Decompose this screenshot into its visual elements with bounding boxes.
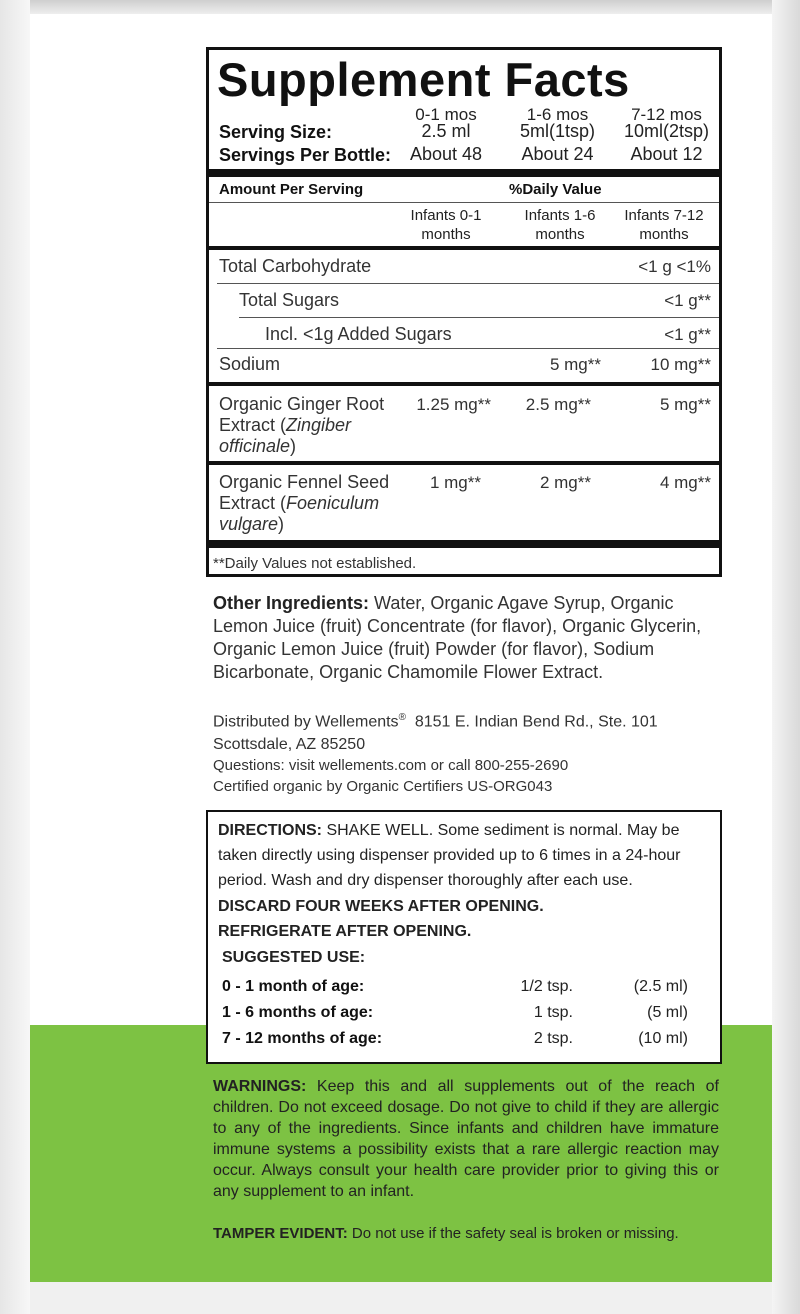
daily-values-footnote: **Daily Values not established. xyxy=(213,555,417,572)
warnings-label: WARNINGS: xyxy=(213,1078,307,1095)
age-group-0-1: 0-1 mos xyxy=(415,105,477,124)
divider-medium xyxy=(209,246,719,250)
fennel-value-7-12: 4 mg** xyxy=(659,473,711,492)
row-sodium: Sodium xyxy=(219,354,281,374)
facts-title: Supplement Facts xyxy=(217,53,630,106)
tamper-label: TAMPER EVIDENT: xyxy=(213,1225,348,1242)
suggested-use-heading: SUGGESTED USE: xyxy=(222,949,366,966)
ginger-latin-name: Zingiber officinale xyxy=(219,415,352,456)
directions-line-2: taken directly using dispenser provided up to 6 times in a 24-hour xyxy=(218,847,681,864)
directions-label: DIRECTIONS: xyxy=(218,822,322,839)
refrigerate-notice: REFRIGERATE AFTER OPENING. xyxy=(218,923,472,940)
row-added-sugars: Incl. <1g Added Sugars xyxy=(265,324,452,344)
distributor-line-1 xyxy=(213,706,658,733)
row-divider xyxy=(217,348,719,349)
ginger-value-1-6: 2.5 mg** xyxy=(525,395,591,414)
row-divider xyxy=(217,283,719,284)
row-ginger-root xyxy=(219,394,399,457)
other-ingredients xyxy=(213,592,733,684)
distributor-address: 8151 E. Indian Bend Rd., Ste. 101 xyxy=(405,713,658,731)
distributor-info xyxy=(213,706,658,756)
column-infants-1-6: Infants 1-6 months xyxy=(524,207,596,243)
box-edge-left xyxy=(0,0,30,1314)
ingredients-label: Other Ingredients: xyxy=(213,593,370,613)
ginger-label-end: ) xyxy=(290,436,297,456)
certified-organic-line: Certified organic by Organic Certifiers US-ORG043 xyxy=(213,778,553,795)
row-total-carbohydrate: Total Carbohydrate xyxy=(219,256,372,276)
use-tsp-1-6: 1 tsp. xyxy=(533,1004,573,1021)
box-top-edge xyxy=(30,0,772,14)
divider-medium xyxy=(209,382,719,386)
box-bottom-edge xyxy=(30,1282,772,1314)
carb-value: <1 g <1% xyxy=(638,257,711,276)
divider-medium xyxy=(209,461,719,465)
warnings-body: Keep this and all supplements out of the reach of children. Do not exceed dosage. Do not give to child if they are allergic to any of the ingredients. Since infants and children have immature immune systems a possibility exists that a rare allergic reaction may occur. Always consult your health care provider prior to giving this or any supplement to an infant. xyxy=(213,1078,719,1200)
serving-size-label: Serving Size: xyxy=(219,122,333,142)
ginger-label-text: Organic Ginger Root Extract ( xyxy=(219,394,385,435)
use-ml-7-12: (10 ml) xyxy=(638,1030,688,1047)
divider-thin xyxy=(209,202,719,203)
fennel-latin-name: Foeniculum vulgare xyxy=(219,493,380,534)
added-sugars-value: <1 g** xyxy=(664,325,711,344)
age-group-1-6: 1-6 mos xyxy=(526,105,589,124)
amount-per-serving: Amount Per Serving xyxy=(219,181,364,198)
warnings-text xyxy=(213,1076,719,1202)
fennel-label-text: Organic Fennel Seed Extract ( xyxy=(219,472,390,513)
use-age-1-6: 1 - 6 months of age: xyxy=(222,1004,374,1021)
tamper-evident-notice xyxy=(213,1225,679,1242)
ginger-value-0-1: 1.25 mg** xyxy=(416,395,491,414)
age-group-7-12: 7-12 mos xyxy=(631,105,702,124)
directions-line-3: period. Wash and dry dispenser thoroughly after each use. xyxy=(218,872,633,889)
sugars-value: <1 g** xyxy=(664,291,711,310)
directions-line-1 xyxy=(218,822,679,840)
distributor-name: Distributed by Wellements xyxy=(213,713,399,731)
divider-thick xyxy=(209,540,719,548)
fennel-label-end: ) xyxy=(278,514,285,534)
servings-1-6: About 24 xyxy=(521,144,594,164)
use-ml-0-1: (2.5 ml) xyxy=(633,978,688,995)
servings-7-12: About 12 xyxy=(630,144,703,164)
serving-size-1-6: 5ml(1tsp) xyxy=(519,121,595,141)
servings-per-bottle-label: Servings Per Bottle: xyxy=(219,145,392,165)
tamper-text: Do not use if the safety seal is broken or missing. xyxy=(347,1225,679,1242)
sodium-value-1-6: 5 mg** xyxy=(549,355,601,374)
use-age-7-12: 7 - 12 months of age: xyxy=(222,1030,383,1047)
sodium-value-7-12: 10 mg** xyxy=(650,355,711,374)
divider-thick xyxy=(209,169,719,177)
row-total-sugars: Total Sugars xyxy=(239,290,340,310)
box-edge-right xyxy=(772,0,800,1314)
questions-line: Questions: visit wellements.com or call 800-255-2690 xyxy=(213,757,569,774)
ingredients-text: Water, Organic Agave Syrup, Organic Lemon Juice (fruit) Concentrate (for flavor), Organic Glycerin, Organic Lemon Juice (fruit) Powder (for flavor), Sodium Bicarbonate, Organic Chamomile Flower Extract. xyxy=(213,593,702,682)
discard-notice: DISCARD FOUR WEEKS AFTER OPENING. xyxy=(218,898,544,915)
servings-0-1: About 48 xyxy=(409,144,483,164)
use-tsp-0-1: 1/2 tsp. xyxy=(520,978,573,995)
daily-value-header: %Daily Value xyxy=(509,181,602,198)
serving-size-0-1: 2.5 ml xyxy=(421,121,471,141)
column-infants-7-12: Infants 7-12 months xyxy=(624,207,704,243)
row-fennel-seed xyxy=(219,472,399,535)
column-infants-0-1: Infants 0-1 months xyxy=(410,207,482,243)
fennel-value-0-1: 1 mg** xyxy=(429,473,481,492)
row-divider xyxy=(239,317,719,318)
registered-mark: ® xyxy=(398,712,406,723)
use-age-0-1: 0 - 1 month of age: xyxy=(222,978,365,995)
fennel-value-1-6: 2 mg** xyxy=(539,473,591,492)
directions-box xyxy=(206,810,722,1064)
use-ml-1-6: (5 ml) xyxy=(647,1004,688,1021)
use-tsp-7-12: 2 tsp. xyxy=(533,1030,573,1047)
directions-text-1: SHAKE WELL. Some sediment is normal. May be xyxy=(322,822,680,839)
serving-size-7-12: 10ml(2tsp) xyxy=(623,121,710,141)
supplement-facts-panel xyxy=(206,47,722,577)
distributor-city: Scottsdale, AZ 85250 xyxy=(213,736,366,754)
ginger-value-7-12: 5 mg** xyxy=(659,395,711,414)
